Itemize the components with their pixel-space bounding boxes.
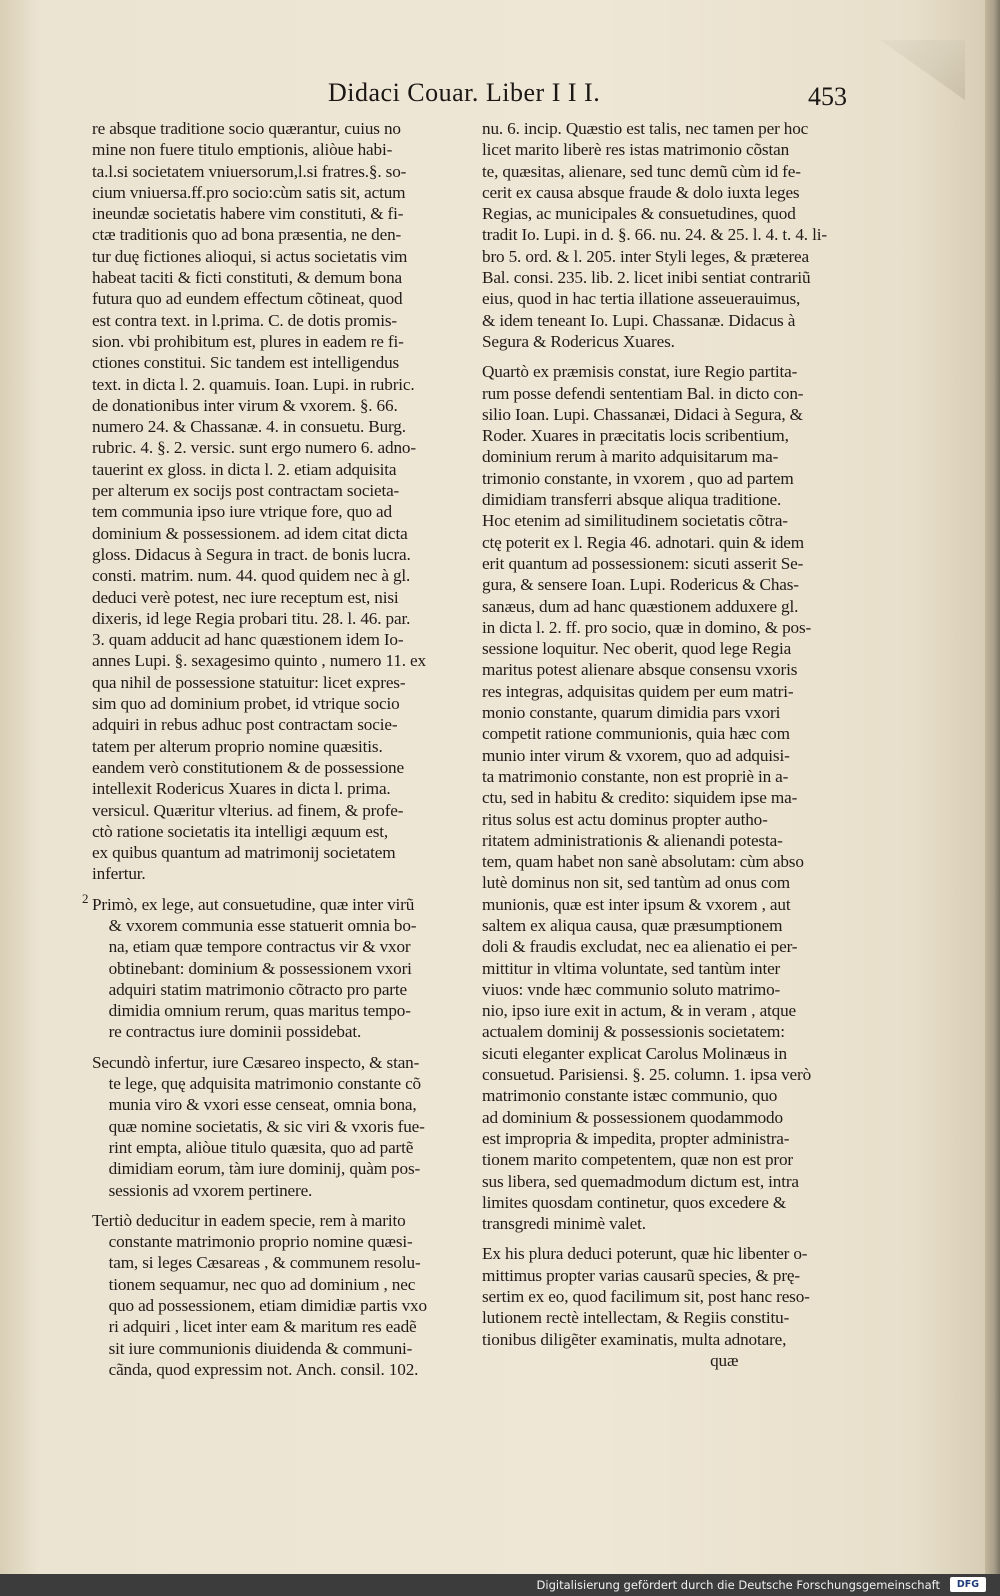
marginal-marker: 2 (82, 891, 89, 906)
text-line: re contractus iure dominii possidebat. (92, 1022, 362, 1042)
text-line: sim quo ad dominium probet, id vtrique socio (92, 694, 400, 714)
text-line: cerit ex causa absque fraude & dolo iuxta leges (482, 182, 800, 202)
text-line: Quartò ex præmisis constat, iure Regio partita- (482, 362, 798, 382)
text-line: licet marito liberè res istas matrimonio cõstan (482, 140, 790, 160)
paragraph-gap (482, 352, 847, 361)
text-line: actualem dominij & possessionis societatem: (482, 1022, 785, 1042)
paragraph-gap (92, 1201, 464, 1210)
text-line: mine non fuere titulo emptionis, aliòue habi- (92, 140, 393, 160)
text-line: sanæus, dum ad hanc quæstionem adduxere gl. (482, 596, 799, 616)
text-line: tem, quam habet non sanè absolutam: cùm abso (482, 852, 804, 872)
text-line: quo ad possessionem, etiam dimidiæ partis vxo (92, 1296, 427, 1316)
text-line: quæ (482, 1350, 739, 1370)
text-line: sessione loquitur. Nec oberit, quod lege Regia (482, 639, 792, 659)
text-line: consti. matrim. num. 44. quod quidem nec à gl. (92, 566, 411, 586)
paragraph-gap (482, 1234, 847, 1243)
text-line: adquiri in rebus adhuc post contractam socie- (92, 715, 398, 735)
left-text-column (92, 118, 464, 1380)
text-line: constante matrimonio proprio nomine quæsi- (92, 1232, 413, 1252)
text-line: & vxorem communia esse statuerit omnia bo- (92, 915, 417, 935)
text-line: ad dominium & possessionem quodammodo (482, 1107, 783, 1127)
text-line: ctu, sed in habitu & credito: siquidem ipse ma- (482, 788, 798, 808)
text-line: munia viro & vxori esse censeat, omnia bona, (92, 1095, 417, 1115)
text-line: monio constante, quarum dimidia pars vxori (482, 703, 781, 723)
page-number: 453 (808, 82, 847, 111)
text-line: Primò, ex lege, aut consuetudine, quæ inter virũ (92, 894, 415, 914)
footer-credit: Digitalisierung gefördert durch die Deutsche Forschungsgemeinschaft (536, 1578, 940, 1592)
running-head: Didaci Couar. Liber I I I. (328, 78, 601, 107)
text-line: Secundò infertur, iure Cæsareo inspecto, & stan- (92, 1052, 420, 1072)
text-line: tam, si leges Cæsareas , & communem resolu- (92, 1253, 421, 1273)
text-line: munionis, quæ est inter ipsum & vxorem , aut (482, 894, 791, 914)
text-line: matrimonio constante istæc communio, quo (482, 1086, 778, 1106)
footer-bar (0, 1574, 1000, 1596)
text-line: dimidia omnium rerum, quas maritus tempo- (92, 1001, 411, 1021)
text-line: qua nihil de possessione statuitur: licet expres- (92, 672, 406, 692)
text-line: de donationibus inter virum & vxorem. §. 66. (92, 395, 398, 415)
text-line: ctæ traditionis quo ad bona præsentia, ne den- (92, 225, 402, 245)
text-line: est contra text. in l.prima. C. de dotis promis- (92, 310, 397, 330)
text-line: & idem teneant Io. Lupi. Chassanæ. Didacus à (482, 310, 796, 330)
right-text-column (482, 118, 847, 1371)
folded-corner (880, 40, 965, 100)
text-line: re absque traditione socio quærantur, cuius no (92, 119, 401, 138)
text-line: quæ nomine societatis, & sic viri & vxoris fue- (92, 1116, 425, 1136)
text-line: futura quo ad eundem effectum cõtineat, quod (92, 289, 403, 309)
text-line: habeat taciti & ficti constituti, & demum bona (92, 268, 403, 288)
text-line: saltem ex aliqua causa, quæ præsumptionem (482, 915, 783, 935)
text-line: lutè dominus non sit, sed tantùm ad onus com (482, 873, 791, 893)
text-line: ctę poterit ex l. Regia 46. adnotari. quin & idem (482, 532, 804, 552)
text-line: maritus potest alienare absque consensu vxoris (482, 660, 798, 680)
text-line: eius, quod in hac tertia illatione asseuerauimus, (482, 289, 801, 309)
text-line: sicuti eleganter explicat Carolus Molinæus in (482, 1043, 787, 1063)
text-line: res integras, adquisitas quidem per eum matri- (482, 681, 794, 701)
text-line: tauerint ex gloss. in dicta l. 2. etiam adquisita (92, 459, 397, 479)
paragraph-gap (92, 885, 464, 894)
text-line: ctò ratione societatis ita intelligi æquum est, (92, 821, 389, 841)
text-line: ritus solus est actu dominus propter autho- (482, 809, 768, 829)
text-line: Hoc etenim ad similitudinem societatis cõtra- (482, 511, 788, 531)
text-line: lutionem rectè intellectam, & Regiis constitu- (482, 1308, 790, 1328)
text-line: ta matrimonio constante, non est propriè in a- (482, 766, 789, 786)
text-line: numero 24. & Chassanæ. 4. in consuetu. Burg. (92, 417, 406, 437)
text-line: in dicta l. 2. ff. pro socio, quæ in domino, & pos- (482, 617, 812, 637)
text-line: tionem sequamur, nec quo ad dominium , nec (92, 1274, 416, 1294)
text-line: adquiri statim matrimonio cõtracto pro parte (92, 979, 407, 999)
paragraph-gap (92, 1043, 464, 1052)
text-line: dixeris, id lege Regia probari titu. 28. l. 46. par. (92, 608, 411, 628)
text-line: nio, ipso iure exit in actum, & in veram , atque (482, 1001, 797, 1021)
text-line: text. in dicta l. 2. quamuis. Ioan. Lupi. in rubric. (92, 374, 415, 394)
text-line: tionibus diligẽter examinatis, multa adnotare, (482, 1329, 787, 1349)
text-line: ex quibus quantum ad matrimonij societatem (92, 843, 396, 863)
text-line: sessionis ad vxorem pertinere. (92, 1180, 313, 1200)
text-line: limites quosdam continetur, quos excedere & (482, 1192, 787, 1212)
dfg-logo-icon: DFG (950, 1577, 986, 1592)
text-line: ritatem administrationis & alienandi potesta- (482, 830, 783, 850)
text-line: Roder. Xuares in præcitatis locis scribentium, (482, 426, 789, 446)
text-line: na, etiam quæ tempore contractus vir & vxor (92, 937, 411, 957)
text-line: consuetud. Parisiensi. §. 25. column. 1. ipsa verò (482, 1065, 812, 1085)
text-line: doli & fraudis excludat, nec ea alienatio ei per- (482, 937, 798, 957)
text-line: mittitur in vltima voluntate, sed tantùm inter (482, 958, 781, 978)
text-line: tatem per alterum proprio nomine quæsitis. (92, 736, 383, 756)
text-line: silio Ioan. Lupi. Chassanæi, Didaci à Segura, & (482, 404, 803, 424)
text-line: bro 5. ord. & l. 205. inter Styli leges, & præterea (482, 246, 809, 266)
text-line: tur duę fictiones alioqui, si actus societatis vim (92, 246, 408, 266)
text-line: infertur. (92, 864, 146, 884)
text-line: eandem verò constitutionem & de possessione (92, 757, 404, 777)
text-line: obtinebant: dominium & possessionem vxori (92, 958, 412, 978)
text-line: rubric. 4. §. 2. versic. sunt ergo numero 6. adno- (92, 438, 416, 458)
text-line: dimidiam transferri absque aliqua traditione. (482, 490, 782, 510)
text-line: ineundæ societatis habere vim constituti, & fi- (92, 204, 404, 224)
text-line: Regias, ac municipales & consuetudines, quod (482, 204, 796, 224)
text-line: tradit Io. Lupi. in d. §. 66. nu. 24. & 25. l. 4. t. 4. li- (482, 225, 827, 245)
text-line: te, quæsitas, alienare, sed tunc demũ cùm id fe- (482, 161, 801, 181)
text-line: nu. 6. incip. Quæstio est talis, nec tamen per hoc (482, 119, 809, 138)
text-line: sit iure communionis diuidenda & communi- (92, 1338, 413, 1358)
text-line: ta.l.si societatem vniuersorum,l.si fratres.§. so- (92, 161, 407, 181)
text-line: Bal. consi. 235. lib. 2. licet inibi sentiat contrariũ (482, 268, 811, 288)
text-line: tem communia ipso iure vtrique fore, quo ad (92, 502, 392, 522)
text-line: dimidiam eorum, tàm iure dominij, quàm pos- (92, 1159, 421, 1179)
text-line: per alterum ex socijs post contractam societa- (92, 481, 400, 501)
text-line: Tertiò deducitur in eadem specie, rem à marito (92, 1210, 406, 1230)
text-line: ri adquiri , licet inter eam & maritum res eadẽ (92, 1317, 417, 1337)
text-line: munio inter virum & vxorem, quo ad adquisi- (482, 745, 790, 765)
text-line: intellexit Rodericus Xuares in dicta l. prima. (92, 779, 391, 799)
text-line: ctiones constitui. Sic tandem est intelligendus (92, 353, 400, 373)
text-line: cium vniuersa.ff.pro socio:cùm satis sit, actum (92, 182, 406, 202)
page-edge (985, 0, 1000, 1574)
text-line: mittimus propter varias causarũ species, & prę- (482, 1265, 800, 1285)
text-line: dominium & possessionem. ad idem citat dicta (92, 523, 408, 543)
text-line: te lege, quę adquisita matrimonio constante cõ (92, 1074, 421, 1094)
text-line: est impropria & impedita, propter administra- (482, 1128, 790, 1148)
text-line: erit quantum ad possessionem: sicuti asserit Se- (482, 553, 804, 573)
text-line: deduci verè potest, nec iure receptum est, nisi (92, 587, 399, 607)
text-line: Ex his plura deduci poterunt, quæ hic libenter o- (482, 1244, 808, 1264)
text-line: rint empta, aliòue titulo quæsita, quo ad partẽ (92, 1137, 414, 1157)
text-line: dominium rerum à marito adquisitarum ma- (482, 447, 779, 467)
text-line: rum posse defendi sententiam Bal. in dicto con- (482, 383, 804, 403)
text-line: gura, & sensere Ioan. Lupi. Rodericus & Chas- (482, 575, 799, 595)
text-line: versicul. Quæritur vlterius. ad finem, & profe- (92, 800, 404, 820)
text-line: competit ratione communionis, quia hæc com (482, 724, 790, 744)
text-line: viuos: vnde hæc communio soluto matrimo- (482, 979, 781, 999)
text-line: cãnda, quod expressim not. Anch. consil. 102. (92, 1359, 419, 1379)
text-line: 3. quam adducit ad hanc quæstionem idem Io- (92, 630, 404, 650)
text-line: gloss. Didacus à Segura in tract. de bonis lucra. (92, 544, 411, 564)
text-line: transgredi minimè valet. (482, 1214, 646, 1234)
text-line: Segura & Rodericus Xuares. (482, 331, 675, 351)
text-line: sertim ex eo, quod facilimum sit, post hanc reso- (482, 1287, 810, 1307)
text-line: trimonio constante, in vxorem , quo ad partem (482, 468, 794, 488)
text-line: tionem marito competentem, quæ non est pror (482, 1150, 793, 1170)
text-line: sus libera, sed quemadmodum dictum est, intra (482, 1171, 799, 1191)
text-line: sion. vbi prohibitum est, plures in eadem re fi- (92, 331, 404, 351)
text-line: annes Lupi. §. sexagesimo quinto , numero 11. ex (92, 651, 426, 671)
